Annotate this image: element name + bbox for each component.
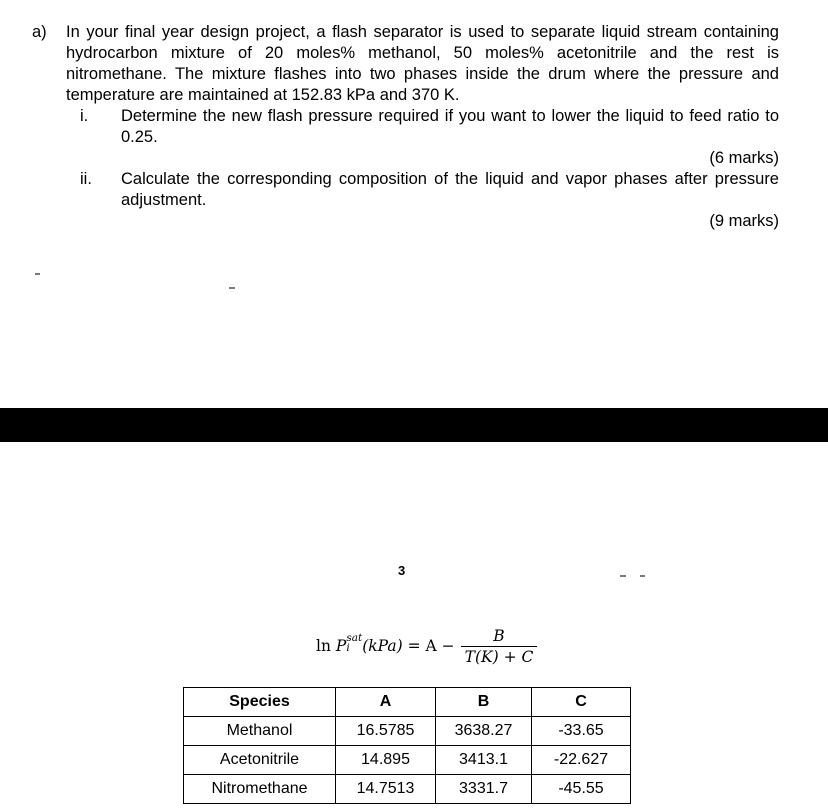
table-row <box>184 775 631 804</box>
table-cell: 3638.27 <box>436 717 532 746</box>
table-row <box>184 717 631 746</box>
part-ii-marks: (9 marks) <box>709 212 779 230</box>
question-text: In your final year design project, a flash separator is used to separate liquid stream containing hydrocarbon mixture of 20 moles% methanol, 50 moles% acetonitrile and the rest is nitromethane. The mixture flashes into two phases inside the drum where the pressure and temperature are maintained at 152.83 kPa and 370 K. <box>66 23 779 104</box>
table-header-cell: Species <box>184 688 336 717</box>
antoine-equation <box>316 622 537 670</box>
eq-equals: = A − <box>402 637 455 655</box>
eq-unit: (kPa) <box>362 637 403 655</box>
scan-mark <box>229 287 235 289</box>
part-i-text: Determine the new flash pressure required if you want to lower the liquid to feed ratio to 0.25. <box>121 107 779 146</box>
question-label: a) <box>32 23 47 41</box>
table-header-cell: A <box>336 688 436 717</box>
table-header-cell: B <box>436 688 532 717</box>
table-cell: -33.65 <box>532 717 631 746</box>
eq-p: P <box>335 637 347 655</box>
eq-ln: ln <box>316 637 331 655</box>
table-cell: 3413.1 <box>436 746 532 775</box>
eq-sub: i <box>346 642 350 654</box>
table-cell: 14.7513 <box>336 775 436 804</box>
table-cell: 14.895 <box>336 746 436 775</box>
page-separator-band <box>0 408 828 442</box>
table-cell: 3331.7 <box>436 775 532 804</box>
part-ii-text: Calculate the corresponding composition of the liquid and vapor phases after pressure adjustment. <box>121 170 779 209</box>
table-header-cell: C <box>532 688 631 717</box>
eq-denominator: T(K) + C <box>461 646 538 666</box>
part-ii-label: ii. <box>80 170 92 188</box>
scan-mark <box>640 575 645 577</box>
eq-fraction <box>461 627 538 666</box>
scan-mark <box>35 273 40 275</box>
eq-numerator: B <box>493 626 505 645</box>
page-number: 3 <box>398 563 406 578</box>
scan-mark <box>620 575 626 577</box>
table-cell: Acetonitrile <box>184 746 336 775</box>
table-cell: 16.5785 <box>336 717 436 746</box>
antoine-coefficients-table <box>183 687 631 804</box>
part-i-label: i. <box>80 107 89 125</box>
eq-sat: sat <box>346 632 363 644</box>
table-row <box>184 746 631 775</box>
table-cell: Methanol <box>184 717 336 746</box>
table-cell: -22.627 <box>532 746 631 775</box>
part-i-marks: (6 marks) <box>709 149 779 167</box>
table-header-row <box>184 688 631 717</box>
table-cell: Nitromethane <box>184 775 336 804</box>
table-cell: -45.55 <box>532 775 631 804</box>
